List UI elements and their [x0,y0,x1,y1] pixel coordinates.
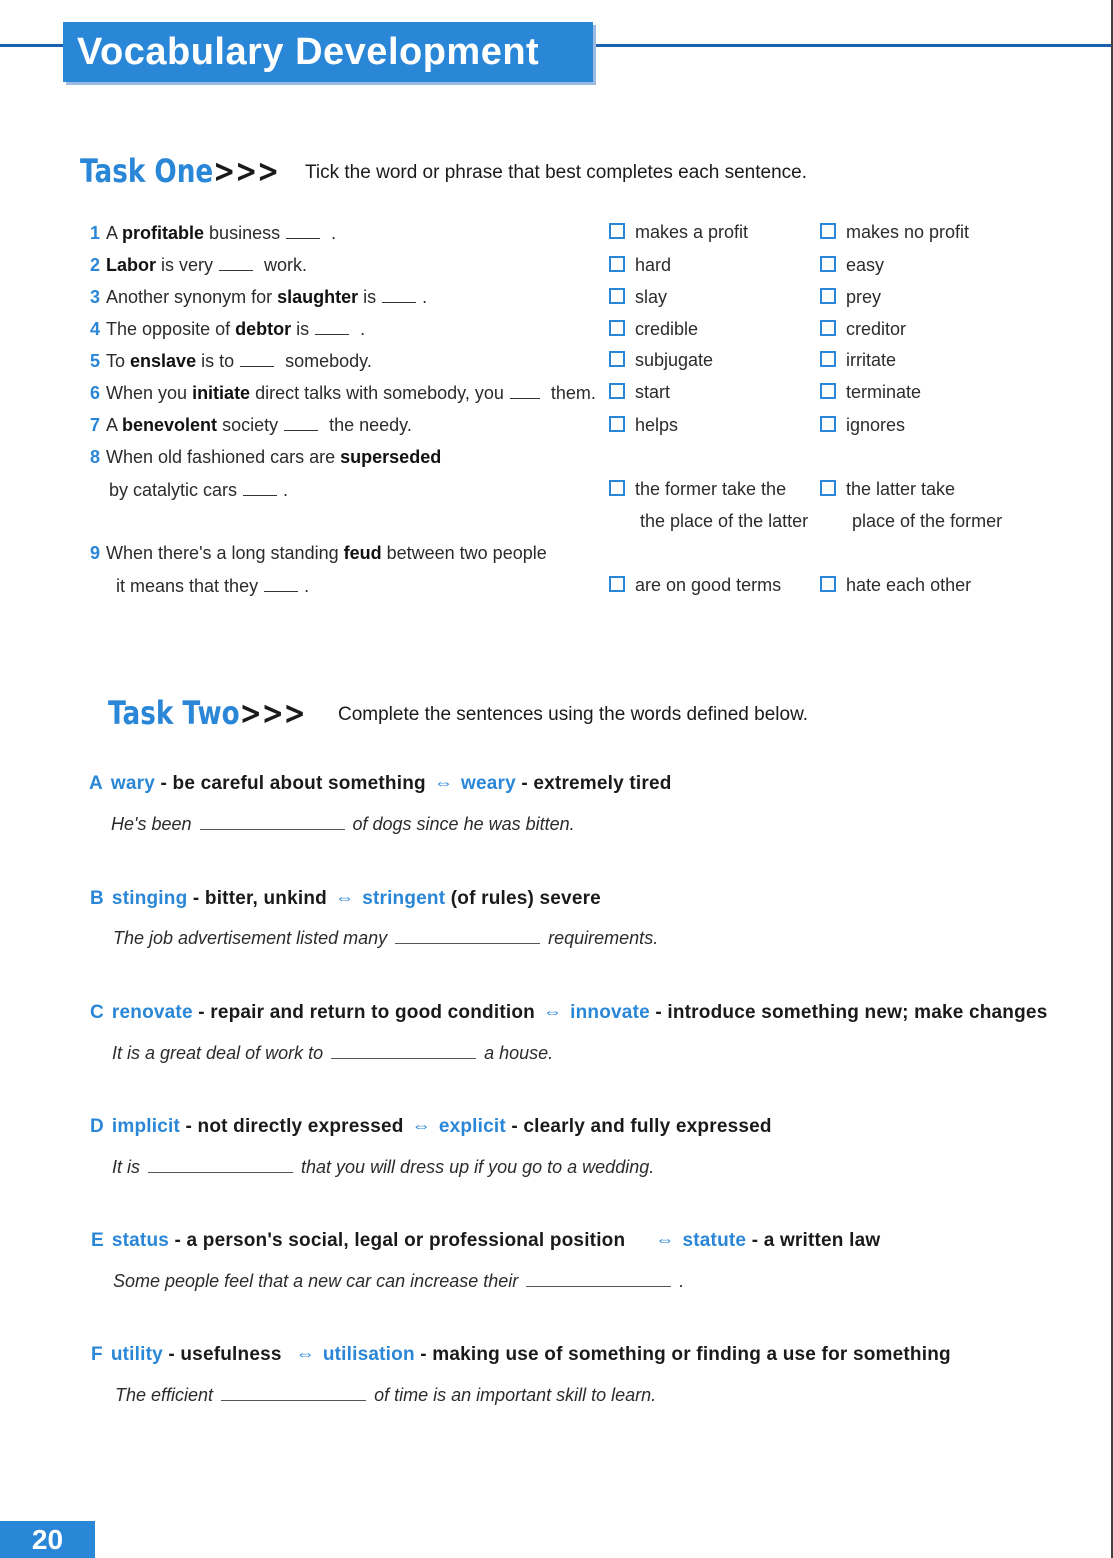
answer-line[interactable] [148,1156,293,1173]
option-label: irritate [846,350,897,370]
example-text: requirements. [548,928,659,948]
answer-line[interactable] [395,927,540,944]
question-text: is very [156,255,214,275]
vocab-word: stinging [111,888,188,909]
example-f [115,1384,656,1406]
answer-blank [219,256,253,271]
definition-text: - clearly and fully expressed [511,1116,772,1137]
question-number: 1 [90,223,101,243]
definition-text: - bitter, unkind [192,888,327,909]
definition-text: - not directly expressed [185,1116,404,1137]
vocab-word: innovate [570,1002,650,1023]
example-text: that you will dress up if you go to a wedding. [301,1157,655,1177]
question-1 [90,223,336,244]
vocab-word: stringent [362,888,446,909]
definition-text: - a written law [751,1230,881,1251]
question-text: is [291,319,310,339]
option-label: hate each other [846,575,972,595]
item-letter: D [90,1116,104,1137]
option-4a[interactable] [609,319,698,340]
question-number: 8 [90,447,101,467]
item-letter: F [91,1344,103,1365]
page-number: 20 [0,1521,95,1558]
question-number: 5 [90,351,101,371]
definition-text: - repair and return to good condition [198,1002,535,1023]
definition-text: (of rules) severe [450,888,601,909]
option-label: subjugate [635,350,714,370]
question-number: 3 [90,287,101,307]
checkbox[interactable] [820,480,836,496]
checkbox[interactable] [609,256,625,272]
question-8-line2 [109,480,288,501]
option-3a[interactable] [609,287,667,308]
question-9-line2 [116,576,309,597]
example-text: He's been [111,814,192,834]
question-text: society [217,415,279,435]
question-number: 7 [90,415,101,435]
task-one-arrows: >>> [213,152,280,190]
question-5 [90,351,372,372]
definition-text: - be careful about something [160,773,426,794]
option-label: hard [635,255,672,275]
answer-blank [240,352,274,367]
definition-text: - making use of something or finding a use for something [420,1344,951,1365]
question-number: 9 [90,543,101,563]
definition-f [91,1344,951,1366]
definition-a [89,773,672,795]
checkbox[interactable] [820,416,836,432]
double-arrow-icon: ⇔ [655,1230,675,1251]
question-text: A [106,223,123,243]
task-one-title-text: Task One [80,152,214,190]
example-text: a house. [484,1043,554,1063]
question-text: work. [259,255,308,275]
example-e [113,1270,684,1292]
item-letter: C [90,1002,104,1023]
question-text: Another synonym for [106,287,278,307]
checkbox[interactable] [820,576,836,592]
item-letter: B [90,888,104,909]
question-text: it means that they [116,576,259,596]
definition-b [90,888,601,910]
option-4b[interactable] [820,319,906,340]
question-number: 6 [90,383,101,403]
question-text: To [106,351,131,371]
task-two-instruction: Complete the sentences using the words defined below. [338,704,809,725]
definition-d [90,1116,772,1138]
double-arrow-icon: ⇔ [433,773,454,794]
checkbox[interactable] [609,416,625,432]
question-text: . [355,319,366,339]
question-text: business [204,223,281,243]
question-text: . [283,480,289,500]
option-9b[interactable] [820,575,971,596]
question-text: them. [545,383,596,403]
option-3b[interactable] [820,287,881,308]
example-text: The efficient [115,1385,214,1405]
keyword: debtor [235,319,292,339]
double-arrow-icon: ⇔ [542,1002,563,1023]
example-text: of time is an important skill to learn. [374,1385,657,1405]
option-label: are on good terms [635,575,782,595]
vocab-word: explicit [438,1116,506,1137]
option-label: prey [846,287,882,307]
checkbox[interactable] [609,223,625,239]
answer-blank [382,288,416,303]
option-label: makes a profit [635,222,749,242]
answer-blank [315,320,349,335]
vocab-word: weary [461,773,516,794]
question-2 [90,255,307,276]
keyword: initiate [192,383,251,403]
answer-blank [264,577,298,592]
question-text: When you [106,383,193,403]
question-number: 4 [90,319,101,339]
task-two-title-text: Task Two [108,694,240,732]
keyword: benevolent [122,415,218,435]
option-2b[interactable] [820,255,884,276]
vocab-word: renovate [111,1002,193,1023]
option-7b[interactable] [820,415,905,436]
checkbox[interactable] [820,320,836,336]
checkbox[interactable] [609,383,625,399]
option-label: the latter take [846,479,956,499]
checkbox[interactable] [820,223,836,239]
keyword: slaughter [277,287,359,307]
option-label: helps [635,415,679,435]
option-label: slay [635,287,668,307]
vocab-word: implicit [111,1116,181,1137]
question-text: . [422,287,428,307]
example-b [113,927,658,949]
question-text: When old fashioned cars are [106,447,341,467]
checkbox[interactable] [820,256,836,272]
question-text: by catalytic cars [109,480,238,500]
question-text: . [326,223,337,243]
question-3 [90,287,427,308]
checkbox[interactable] [609,351,625,367]
option-1a[interactable] [609,222,748,243]
question-6 [90,383,596,404]
example-text: of dogs since he was bitten. [352,814,575,834]
answer-line[interactable] [200,813,345,830]
option-5a[interactable] [609,350,713,371]
page-title: Vocabulary Development [63,22,593,82]
definition-text: - usefulness [168,1344,282,1365]
question-number: 2 [90,255,101,275]
question-9 [90,543,547,564]
question-text: is [358,287,377,307]
option-9a[interactable] [609,575,781,596]
keyword: Labor [106,255,157,275]
question-text: somebody. [280,351,372,371]
checkbox[interactable] [609,576,625,592]
question-4 [90,319,365,340]
option-label: start [635,382,671,402]
double-arrow-icon: ⇔ [411,1116,431,1137]
answer-line[interactable] [526,1270,671,1287]
option-6a[interactable] [609,382,670,403]
definition-e [91,1230,880,1252]
vocab-word: utilisation [322,1344,415,1365]
example-c [112,1042,553,1064]
question-text: The opposite of [106,319,236,339]
keyword: enslave [130,351,197,371]
definition-text: - extremely tired [521,773,672,794]
vocab-word: statute [682,1230,747,1251]
task-two-title [108,694,306,732]
question-8 [90,447,441,468]
task-one-instruction: Tick the word or phrase that best completes each sentence. [305,162,808,183]
option-8a-line2: the place of the latter [640,511,809,531]
answer-blank [284,416,318,431]
question-text: When there's a long standing [106,543,344,563]
definition-text: - a person's social, legal or professional position [174,1230,626,1251]
option-label: terminate [846,382,922,402]
checkbox[interactable] [820,288,836,304]
double-arrow-icon: ⇔ [295,1344,315,1365]
keyword: feud [343,543,382,563]
option-label: easy [846,255,885,275]
example-text: The job advertisement listed many [113,928,388,948]
option-label: makes no profit [846,222,970,242]
option-label: the former take the [635,479,787,499]
example-text: It is [112,1157,141,1177]
example-text: Some people feel that a new car can increase their [113,1271,519,1291]
question-7 [90,415,412,436]
answer-line[interactable] [331,1042,476,1059]
item-letter: E [91,1230,104,1251]
option-8b-line2: place of the former [852,511,1003,531]
keyword: profitable [122,223,205,243]
option-6b[interactable] [820,382,921,403]
question-text: the needy. [324,415,412,435]
option-label: credible [635,319,699,339]
option-label: ignores [846,415,906,435]
option-7a[interactable] [609,415,678,436]
example-text: It is a great deal of work to [112,1043,324,1063]
double-arrow-icon: ⇔ [334,888,355,909]
vocab-word: utility [110,1344,163,1365]
vocab-word: status [111,1230,170,1251]
option-5b[interactable] [820,350,896,371]
checkbox[interactable] [609,288,625,304]
option-8a[interactable] [609,479,786,500]
question-text: A [106,415,123,435]
option-1b[interactable] [820,222,969,243]
question-text: . [304,576,310,596]
answer-blank [286,224,320,239]
question-text: between two people [381,543,547,563]
answer-line[interactable] [221,1384,366,1401]
vocab-word: wary [110,773,156,794]
checkbox[interactable] [820,351,836,367]
checkbox[interactable] [820,383,836,399]
question-text: direct talks with somebody, you [250,383,504,403]
task-one-title [80,152,279,190]
option-2a[interactable] [609,255,671,276]
keyword: superseded [340,447,442,467]
checkbox[interactable] [609,480,625,496]
task-two-arrows: >>> [239,694,306,732]
item-letter: A [89,773,103,794]
definition-text: - introduce something new; make changes [655,1002,1048,1023]
example-d [112,1156,654,1178]
option-8b[interactable] [820,479,955,500]
definition-c [90,1002,1047,1024]
example-text: . [679,1271,685,1291]
answer-blank [243,481,277,496]
answer-blank [510,384,540,399]
checkbox[interactable] [609,320,625,336]
option-label: creditor [846,319,907,339]
example-a [111,813,575,835]
question-text: is to [196,351,235,371]
